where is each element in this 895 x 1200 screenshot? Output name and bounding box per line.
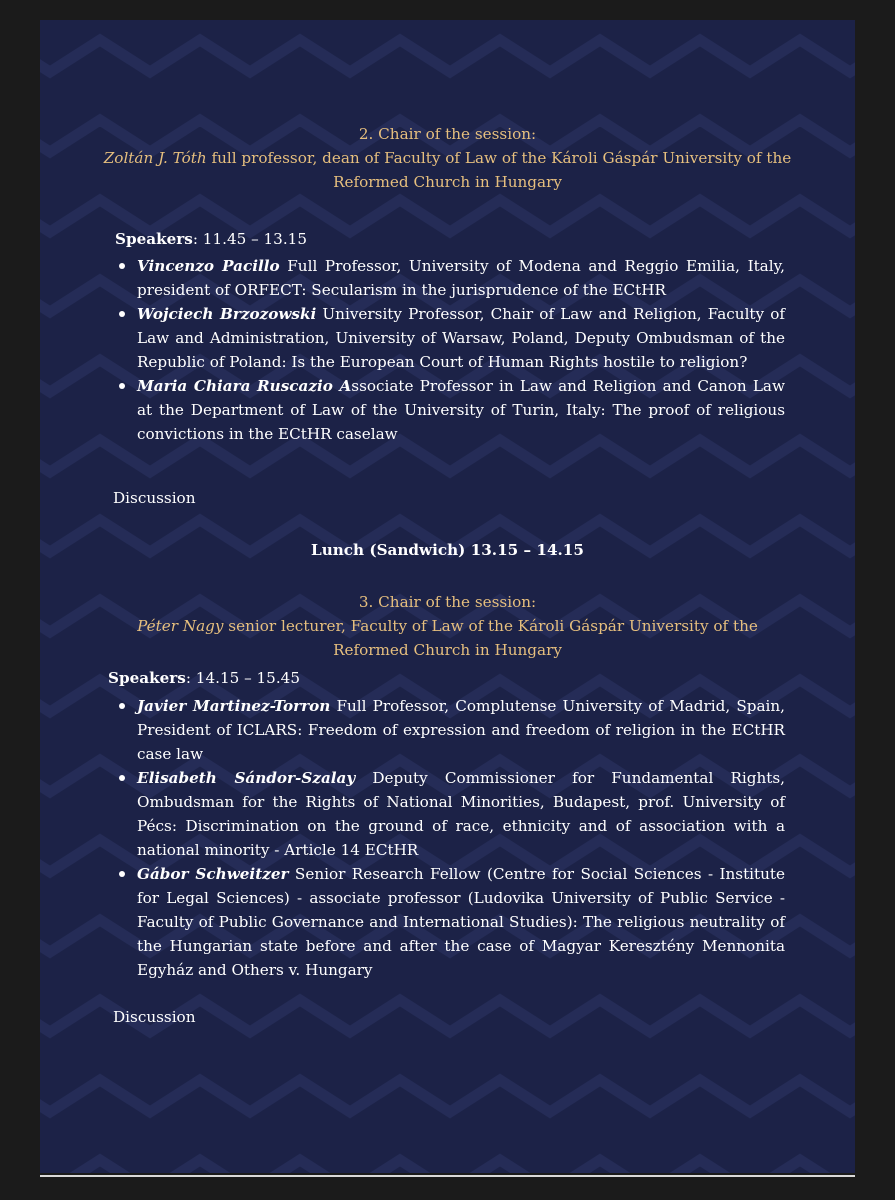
program-page — [40, 20, 855, 1173]
list-item — [115, 374, 785, 446]
session-3-chair-name: Péter Nagy — [137, 617, 224, 635]
lunch-break: Lunch (Sandwich) 13.15 – 14.15 — [311, 541, 584, 559]
speaker-description: Deputy Commissioner for Fundamental Rights, Ombudsman for the Rights of National Minorities, Budapest, prof. University of Pécs: Discrimination on the ground of race, ethnicity and of association with a national minority - Article 14 ECtHR — [137, 769, 785, 859]
speaker-description: ssociate Professor in Law and Religion and Canon Law at the Department of Law of the University of Turin, Italy: The proof of religious convictions in the ECtHR caselaw — [137, 377, 785, 443]
session-2-discussion: Discussion — [113, 489, 196, 507]
speaker-description: Senior Research Fellow (Centre for Social Sciences - Institute for Legal Sciences) - associate professor (Ludovika University of Public Service - Faculty of Public Governance and International Studies): The religious neutrality of the Hungarian state before and after the case of Magyar Keresztény Mennonita Egyház and Others v. Hungary — [137, 865, 785, 979]
speakers-time: : 11.45 – 13.15 — [192, 230, 307, 248]
list-item — [115, 254, 785, 302]
speaker-name: Maria Chiara Ruscazio A — [137, 377, 352, 395]
session-3-discussion: Discussion — [113, 1008, 196, 1026]
session-2-chair-description: full professor, dean of Faculty of Law of the Károli Gáspár University of the Reformed Church in Hungary — [206, 149, 792, 191]
session-2-chair-details — [100, 146, 795, 194]
speaker-name: Javier Martinez-Torron — [137, 697, 331, 715]
speakers-label: Speakers — [108, 669, 186, 687]
speakers-label: Speakers — [115, 230, 193, 248]
session-3-speakers-heading — [108, 666, 300, 690]
session-3-chair-description: senior lecturer, Faculty of Law of the Károli Gáspár University of the Reformed Church in Hungary — [223, 617, 758, 659]
speaker-description: Full Professor, Complutense University of Madrid, Spain, President of ICLARS: Freedom of expression and freedom of religion in the ECtHR case law — [137, 697, 785, 763]
session-2-chair — [100, 122, 795, 194]
session-3-chair-title: 3. Chair of the session: — [358, 593, 537, 611]
speaker-description: Full Professor, University of Modena and Reggio Emilia, Italy, president of ORFECT: Secularism in the jurisprudence of the ECtHR — [137, 257, 785, 299]
list-item — [115, 862, 785, 982]
speaker-name: Vincenzo Pacillo — [137, 257, 280, 275]
list-item — [115, 302, 785, 374]
program-content — [40, 20, 855, 1173]
session-2-chair-title: 2. Chair of the session: — [358, 125, 537, 143]
speaker-description: University Professor, Chair of Law and Religion, Faculty of Law and Administration, University of Warsaw, Poland, Deputy Ombudsman of the Republic of Poland: Is the European Court of Human Rights hostile to religion? — [137, 305, 786, 371]
session-3-speaker-list — [115, 694, 785, 982]
session-2-speakers-heading — [115, 227, 307, 251]
speaker-name: Gábor Schweitzer — [137, 865, 289, 883]
speakers-time: : 14.15 – 15.45 — [185, 669, 300, 687]
speaker-name: Elisabeth Sándor-Szalay — [137, 769, 356, 787]
session-3-chair-details — [100, 614, 795, 662]
session-2-chair-name: Zoltán J. Tóth — [103, 149, 207, 167]
speaker-name: Wojciech Brzozowski — [137, 305, 317, 323]
list-item — [115, 694, 785, 766]
session-2-speaker-list — [115, 254, 785, 446]
session-3-chair — [100, 590, 795, 662]
list-item — [115, 766, 785, 862]
bottom-divider — [40, 1175, 855, 1177]
